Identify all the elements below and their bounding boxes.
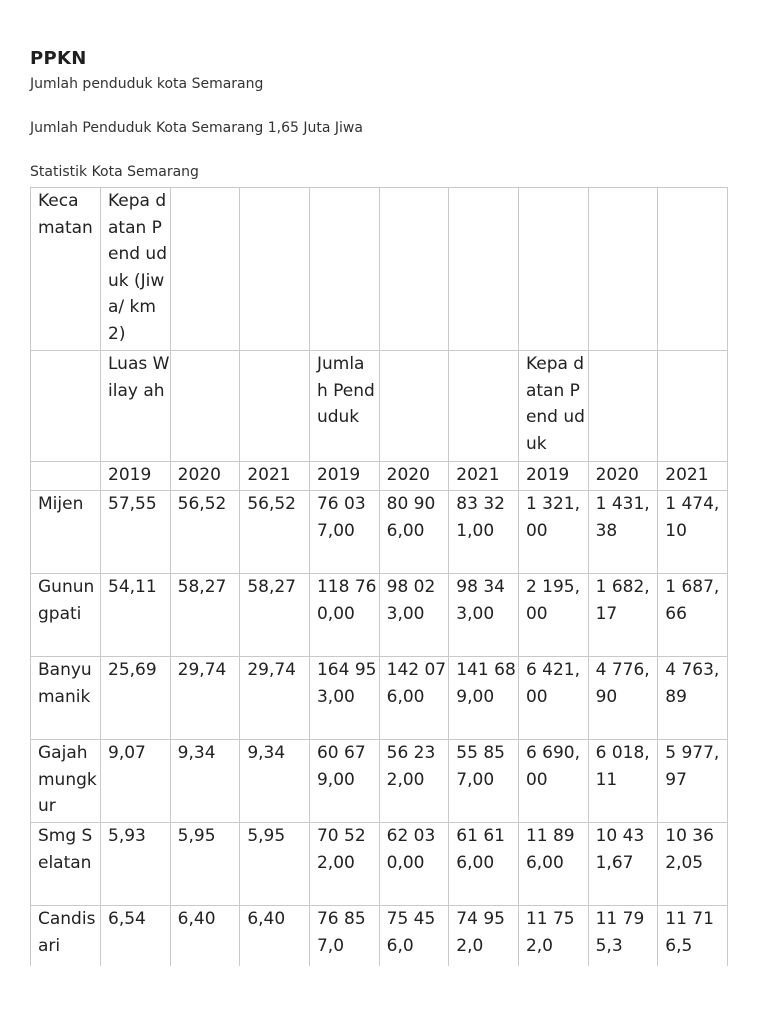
subtitle-text: Jumlah penduduk kota Semarang: [30, 76, 264, 92]
table-cell: 9,07: [101, 740, 171, 823]
table-cell: 118 760,00: [309, 574, 379, 657]
table-cell: 75 456,0: [379, 906, 449, 967]
table-cell: 60 679,00: [309, 740, 379, 823]
table-cell: 70 522,00: [309, 823, 379, 906]
header-cell: Kepa datan Pend uduk: [518, 351, 588, 462]
table-cell: 142 076,00: [379, 657, 449, 740]
table-cell: 10 362,05: [658, 823, 728, 906]
table-row: [31, 491, 728, 574]
table-cell: 61 616,00: [449, 823, 519, 906]
table-row: [31, 906, 728, 967]
district-cell: Smg Selatan: [31, 823, 101, 906]
year-cell: 2021: [449, 462, 519, 491]
table-cell: 76 037,00: [309, 491, 379, 574]
table-cell: 10 431,67: [588, 823, 658, 906]
table-cell: 6,40: [240, 906, 310, 967]
header-cell: [170, 188, 240, 351]
table-cell: 4 763,89: [658, 657, 728, 740]
header-cell: [588, 188, 658, 351]
table-cell: 5,95: [240, 823, 310, 906]
table-cell: 57,55: [101, 491, 171, 574]
table-cell: 5,93: [101, 823, 171, 906]
year-cell: [31, 462, 101, 491]
year-cell: 2021: [240, 462, 310, 491]
district-cell: Gunungpati: [31, 574, 101, 657]
table-cell: 74 952,0: [449, 906, 519, 967]
year-cell: 2020: [170, 462, 240, 491]
table-cell: 54,11: [101, 574, 171, 657]
header-cell: [449, 188, 519, 351]
table-cell: 6 018,11: [588, 740, 658, 823]
header-cell: [658, 188, 728, 351]
table-row: [31, 574, 728, 657]
table-cell: 56,52: [240, 491, 310, 574]
header-cell: [379, 188, 449, 351]
table-row: [31, 657, 728, 740]
table-row: [31, 740, 728, 823]
table-cell: 6 690,00: [518, 740, 588, 823]
table-cell: 25,69: [101, 657, 171, 740]
table-cell: 11 752,0: [518, 906, 588, 967]
table-cell: 55 857,00: [449, 740, 519, 823]
table-row: [31, 823, 728, 906]
header-cell: [170, 351, 240, 462]
year-cell: 2019: [518, 462, 588, 491]
table-header-row: [31, 188, 728, 351]
table-cell: 164 953,00: [309, 657, 379, 740]
statistics-caption: Statistik Kota Semarang: [30, 164, 199, 180]
table-cell: 83 321,00: [449, 491, 519, 574]
table-cell: 29,74: [170, 657, 240, 740]
table-cell: 9,34: [240, 740, 310, 823]
header-cell: [309, 188, 379, 351]
table-cell: 76 857,0: [309, 906, 379, 967]
table-cell: 1 682,17: [588, 574, 658, 657]
header-cell: [31, 351, 101, 462]
header-cell: Jumla h Pend uduk: [309, 351, 379, 462]
page-bottom-margin: [0, 966, 768, 1024]
header-cell: [240, 188, 310, 351]
table-cell: 98 023,00: [379, 574, 449, 657]
table-cell: 80 906,00: [379, 491, 449, 574]
statistics-table: [30, 187, 728, 967]
header-cell: Kepa datan Pend uduk (Jiwa/ km2): [101, 188, 171, 351]
table-header-row: [31, 351, 728, 462]
table-cell: 58,27: [240, 574, 310, 657]
year-cell: 2020: [588, 462, 658, 491]
table-cell: 1 321,00: [518, 491, 588, 574]
table-cell: 11 716,5: [658, 906, 728, 967]
page-title: PPKN: [30, 48, 87, 69]
table-cell: 5 977,97: [658, 740, 728, 823]
header-cell: Luas Wilay ah: [101, 351, 171, 462]
table-cell: 98 343,00: [449, 574, 519, 657]
table-cell: 62 030,00: [379, 823, 449, 906]
table-cell: 58,27: [170, 574, 240, 657]
header-cell: [449, 351, 519, 462]
table-cell: 29,74: [240, 657, 310, 740]
table-cell: 56 232,00: [379, 740, 449, 823]
table-cell: 4 776,90: [588, 657, 658, 740]
header-cell: [379, 351, 449, 462]
table-cell: 56,52: [170, 491, 240, 574]
header-cell: [518, 188, 588, 351]
table-cell: 6 421,00: [518, 657, 588, 740]
table-cell: 1 431,38: [588, 491, 658, 574]
district-cell: Mijen: [31, 491, 101, 574]
table-cell: 6,54: [101, 906, 171, 967]
table-cell: 5,95: [170, 823, 240, 906]
table-cell: 1 474,10: [658, 491, 728, 574]
table-year-row: [31, 462, 728, 491]
table-cell: 11 896,00: [518, 823, 588, 906]
header-cell: [240, 351, 310, 462]
year-cell: 2021: [658, 462, 728, 491]
table-cell: 9,34: [170, 740, 240, 823]
table-cell: 2 195,00: [518, 574, 588, 657]
year-cell: 2019: [309, 462, 379, 491]
table-cell: 1 687,66: [658, 574, 728, 657]
year-cell: 2019: [101, 462, 171, 491]
table-cell: 6,40: [170, 906, 240, 967]
header-cell: [658, 351, 728, 462]
district-cell: Candisari: [31, 906, 101, 967]
header-cell: [588, 351, 658, 462]
year-cell: 2020: [379, 462, 449, 491]
table-cell: 11 795,3: [588, 906, 658, 967]
header-cell: Keca matan: [31, 188, 101, 351]
table-cell: 141 689,00: [449, 657, 519, 740]
population-summary-text: Jumlah Penduduk Kota Semarang 1,65 Juta Jiwa: [30, 120, 363, 136]
district-cell: Banyumanik: [31, 657, 101, 740]
district-cell: Gajahmungkur: [31, 740, 101, 823]
